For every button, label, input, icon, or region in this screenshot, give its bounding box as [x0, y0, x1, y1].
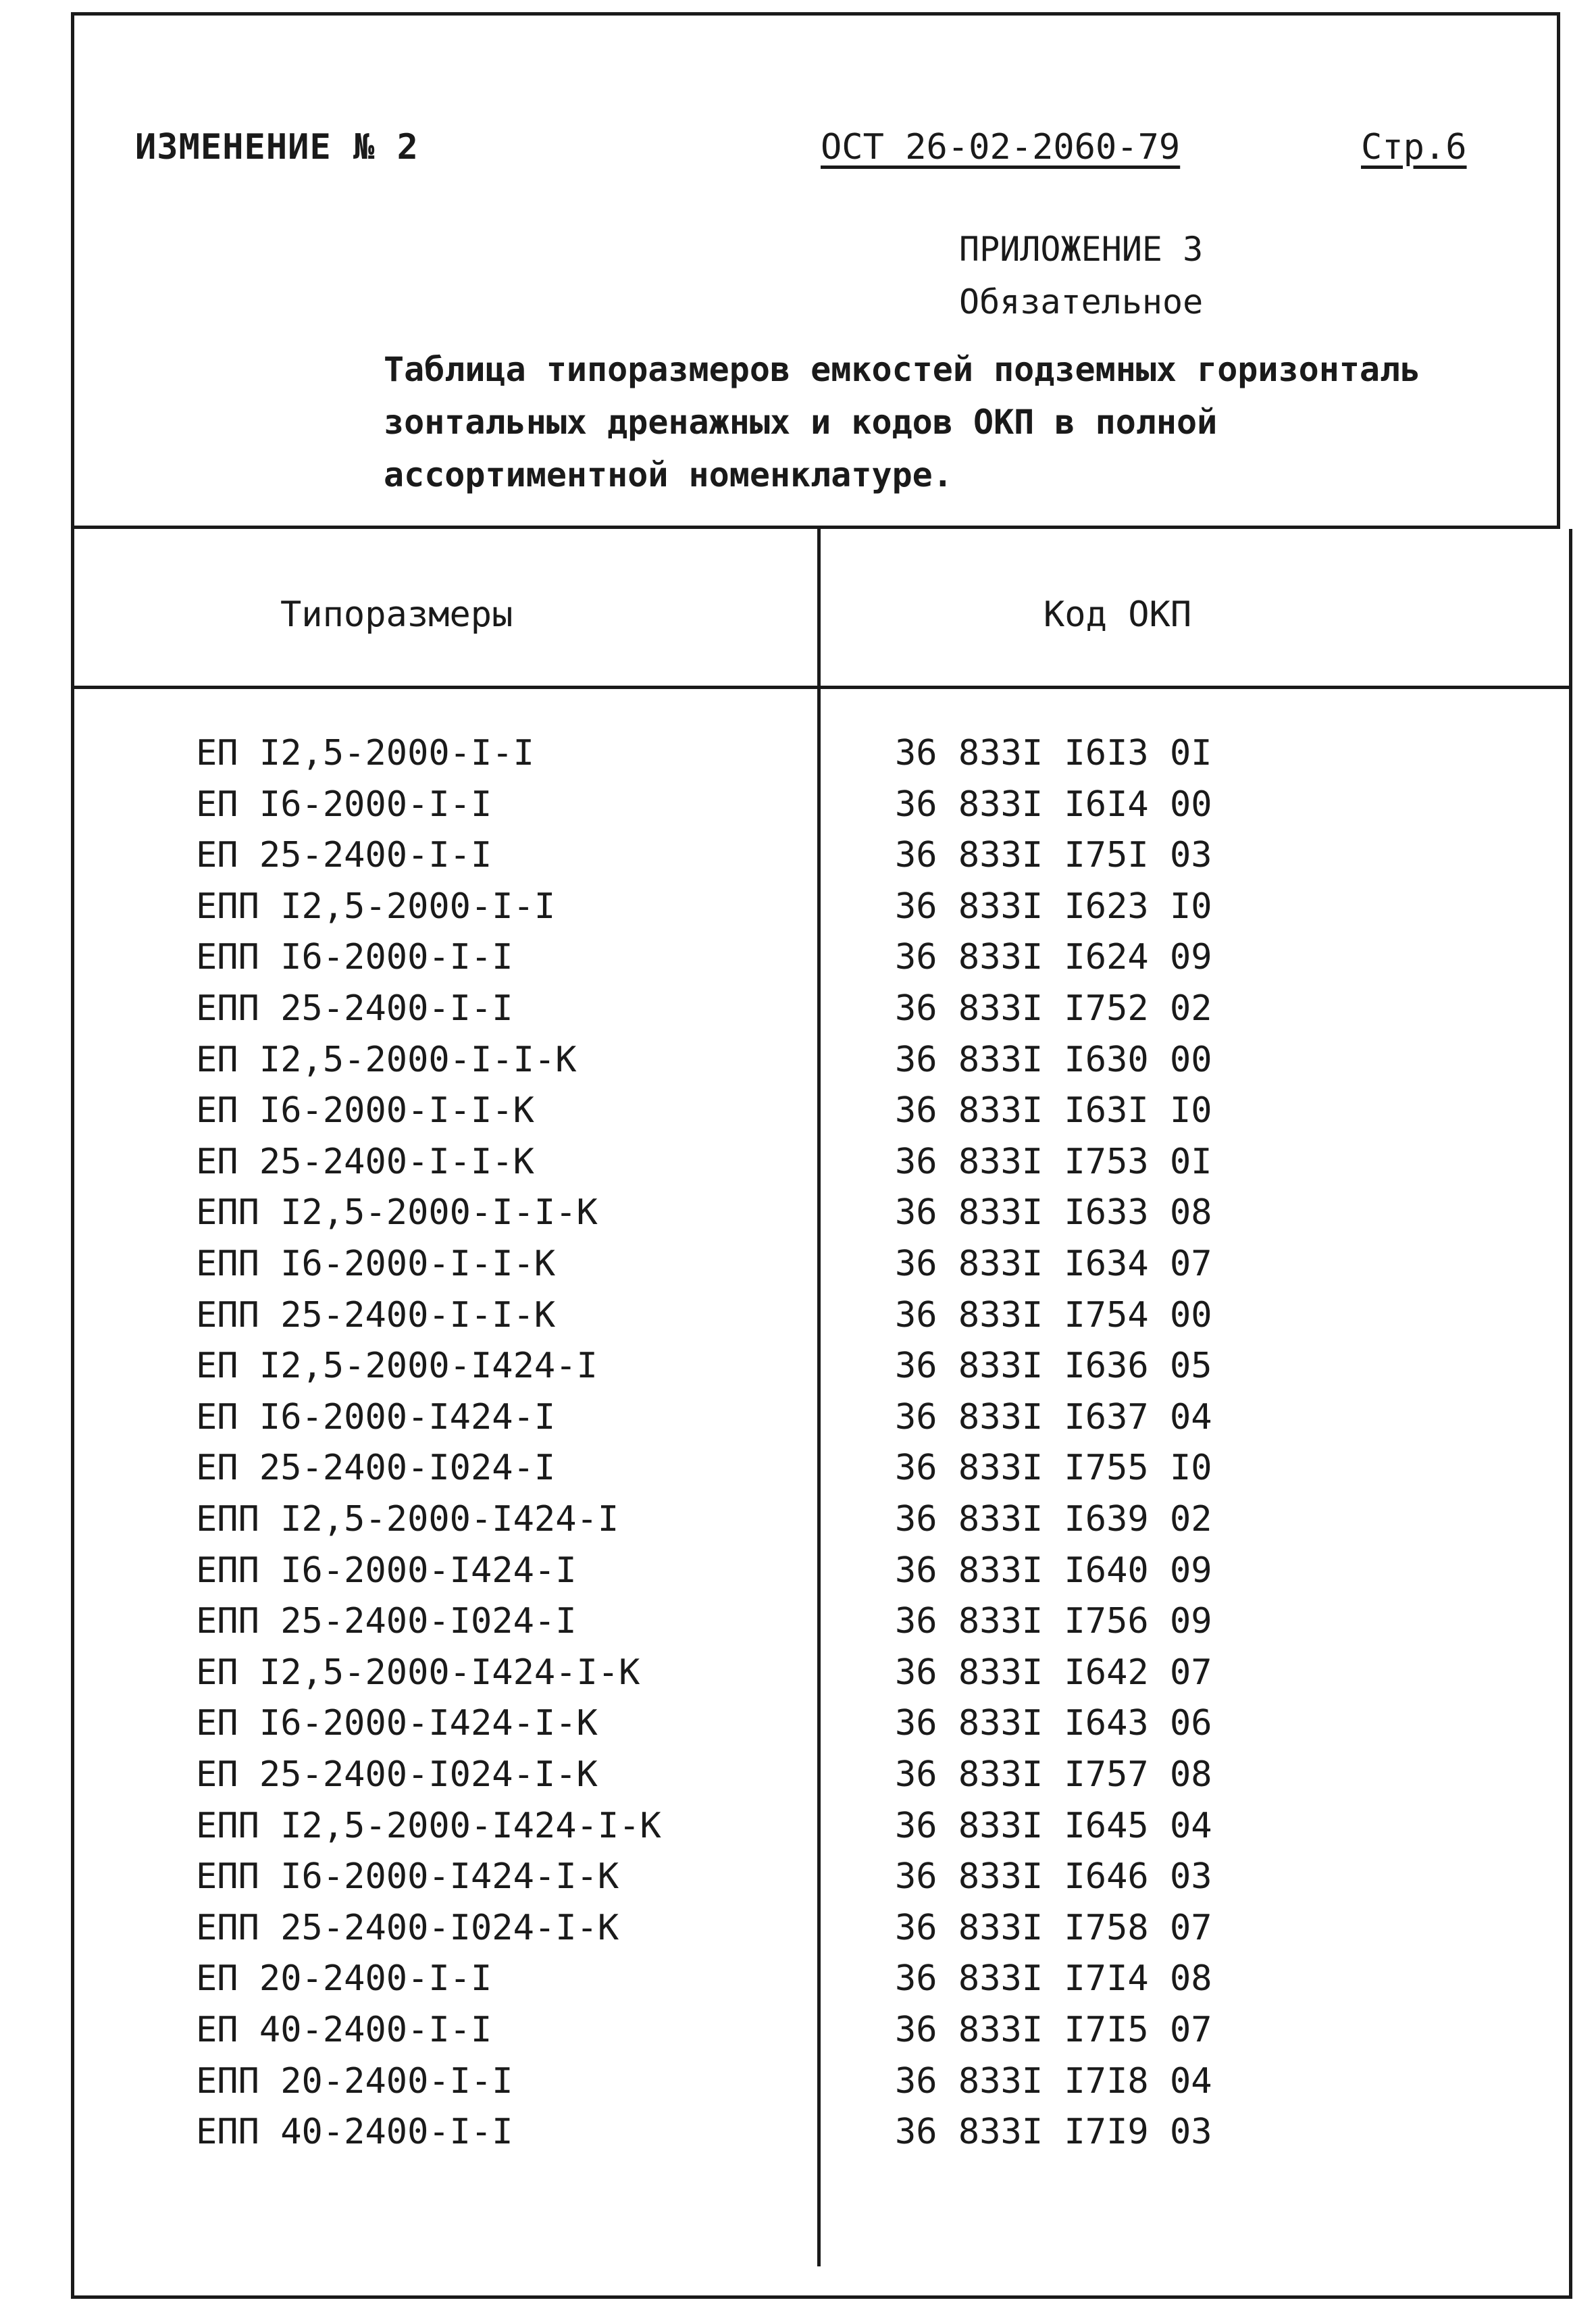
- table-cell-size: ЕП I6-2000-I424-I: [196, 1397, 556, 1438]
- table-cell-okp-code: 36 833I I643 06: [895, 1703, 1212, 1744]
- table-cell-okp-code: 36 833I I623 I0: [895, 886, 1212, 927]
- table-cell-okp-code: 36 833I I7I8 04: [895, 2061, 1212, 2102]
- table-cell-size: ЕП 25-2400-I-I: [196, 835, 492, 875]
- column-divider: [817, 529, 821, 2266]
- table-cell-size: ЕП I2,5-2000-I-I: [196, 733, 534, 773]
- table-cell-size: ЕПП I6-2000-I424-I: [196, 1550, 577, 1591]
- table-cell-okp-code: 36 833I I640 09: [895, 1550, 1212, 1591]
- table-cell-size: ЕП 25-2400-I024-I: [196, 1448, 556, 1488]
- table-cell-okp-code: 36 833I I7I5 07: [895, 2010, 1212, 2050]
- table-cell-size: ЕП I2,5-2000-I424-I-К: [196, 1652, 640, 1693]
- table-cell-size: ЕПП I2,5-2000-I424-I-К: [196, 1806, 661, 1846]
- table-cell-size: ЕПП I2,5-2000-I424-I: [196, 1499, 619, 1540]
- table-cell-size: ЕПП I2,5-2000-I-I: [196, 886, 556, 927]
- table-cell-okp-code: 36 833I I755 I0: [895, 1448, 1212, 1488]
- table-cell-okp-code: 36 833I I633 08: [895, 1192, 1212, 1233]
- table-cell-okp-code: 36 833I I6I4 00: [895, 784, 1212, 825]
- table-cell-size: ЕП 40-2400-I-I: [196, 2010, 492, 2050]
- table-cell-okp-code: 36 833I I7I4 08: [895, 1958, 1212, 1999]
- table-cell-size: ЕПП I6-2000-I-I-К: [196, 1244, 556, 1284]
- table-cell-okp-code: 36 833I I624 09: [895, 937, 1212, 977]
- caption-line: Таблица типоразмеров емкостей подземных горизонталь: [384, 350, 1421, 389]
- table-cell-size: ЕП I2,5-2000-I-I-К: [196, 1040, 577, 1080]
- table-cell-size: ЕП I6-2000-I424-I-К: [196, 1703, 598, 1744]
- table-cell-okp-code: 36 833I I639 02: [895, 1499, 1212, 1540]
- table-cell-size: ЕПП 25-2400-I024-I-К: [196, 1908, 619, 1948]
- caption-line: зонтальных дренажных и кодов ОКП в полной: [384, 403, 1218, 442]
- column-header-okp-code: Код ОКП: [1044, 594, 1192, 635]
- standard-number: ОСТ 26-02-2060-79: [821, 127, 1181, 168]
- table-cell-okp-code: 36 833I I752 02: [895, 988, 1212, 1029]
- table-cell-size: ЕПП 40-2400-I-I: [196, 2112, 513, 2152]
- change-label: ИЗМЕНЕНИЕ № 2: [135, 127, 419, 168]
- table-cell-okp-code: 36 833I I754 00: [895, 1295, 1212, 1336]
- table-cell-size: ЕП I2,5-2000-I424-I: [196, 1346, 598, 1386]
- table-cell-size: ЕПП 25-2400-I024-I: [196, 1601, 577, 1642]
- table-cell-okp-code: 36 833I I75I 03: [895, 835, 1212, 875]
- table-cell-okp-code: 36 833I I7I9 03: [895, 2112, 1212, 2152]
- table-cell-size: ЕП 25-2400-I-I-К: [196, 1142, 534, 1182]
- table-cell-okp-code: 36 833I I630 00: [895, 1040, 1212, 1080]
- table-cell-okp-code: 36 833I I636 05: [895, 1346, 1212, 1386]
- caption-line: ассортиментной номенклатуре.: [384, 455, 953, 494]
- table-cell-okp-code: 36 833I I753 0I: [895, 1142, 1212, 1182]
- table-cell-size: ЕП 20-2400-I-I: [196, 1958, 492, 1999]
- table-header-rule: [74, 686, 1569, 689]
- table-caption: [384, 343, 1572, 501]
- table-cell-size: ЕПП I2,5-2000-I-I-К: [196, 1192, 598, 1233]
- table-cell-okp-code: 36 833I I637 04: [895, 1397, 1212, 1438]
- table-cell-okp-code: 36 833I I645 04: [895, 1806, 1212, 1846]
- table-cell-size: ЕП I6-2000-I-I: [196, 784, 492, 825]
- table-cell-size: ЕПП I6-2000-I-I: [196, 937, 513, 977]
- table-cell-size: ЕПП I6-2000-I424-I-К: [196, 1856, 619, 1897]
- column-header-sizes: Типоразмеры: [280, 594, 513, 635]
- table-cell-okp-code: 36 833I I634 07: [895, 1244, 1212, 1284]
- table-cell-okp-code: 36 833I I642 07: [895, 1652, 1212, 1693]
- table-cell-size: ЕПП 20-2400-I-I: [196, 2061, 513, 2102]
- appendix-status: Обязательное: [959, 282, 1204, 322]
- page-number: Стр.6: [1361, 127, 1467, 168]
- table-cell-okp-code: 36 833I I758 07: [895, 1908, 1212, 1948]
- table-cell-okp-code: 36 833I I63I I0: [895, 1090, 1212, 1131]
- appendix-title: ПРИЛОЖЕНИЕ 3: [959, 230, 1204, 269]
- table-cell-size: ЕПП 25-2400-I-I-К: [196, 1295, 556, 1336]
- table-cell-okp-code: 36 833I I6I3 0I: [895, 733, 1212, 773]
- table-cell-size: ЕПП 25-2400-I-I: [196, 988, 513, 1029]
- table-cell-size: ЕП 25-2400-I024-I-К: [196, 1754, 598, 1795]
- table-cell-okp-code: 36 833I I757 08: [895, 1754, 1212, 1795]
- table-cell-size: ЕП I6-2000-I-I-К: [196, 1090, 534, 1131]
- table-cell-okp-code: 36 833I I756 09: [895, 1601, 1212, 1642]
- table-cell-okp-code: 36 833I I646 03: [895, 1856, 1212, 1897]
